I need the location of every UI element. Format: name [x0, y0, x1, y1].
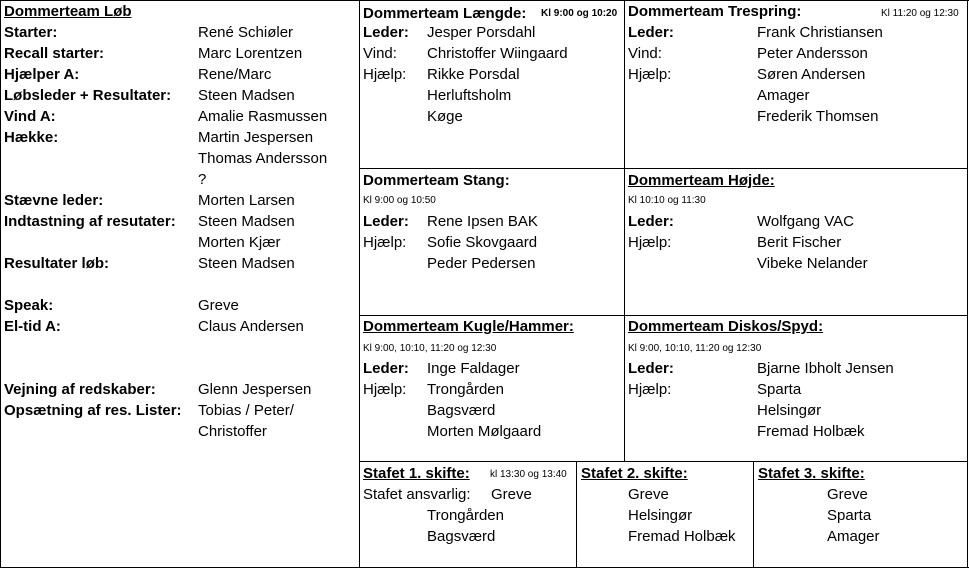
trespring-hjaelp-label: Hjælp: [628, 66, 672, 83]
hojde-hjaelp-label: Hjælp: [628, 234, 672, 251]
diskos-hjaelp-3: Fremad Holbæk [757, 423, 865, 440]
lob-value-starter: René Schiøler [198, 24, 294, 41]
stafet1-team-1: Greve [491, 486, 532, 503]
trespring-vind: Peter Andersson [757, 45, 868, 62]
lob-label-indtastning: Indtastning af resutater: [4, 213, 176, 230]
kugle-hjaelp-2: Bagsværd [427, 402, 496, 419]
kugle-hjaelp-3: Morten Mølgaard [427, 423, 542, 440]
lob-label-recall-starter: Recall starter: [4, 45, 105, 62]
stafet3-team-3: Amager [827, 528, 880, 545]
border-bottom [0, 567, 969, 568]
laengde-time: Kl 9:00 og 10:20 [541, 8, 618, 19]
trespring-hjaelp-3: Frederik Thomsen [757, 108, 879, 125]
stang-hjaelp-2: Peder Pedersen [427, 255, 536, 272]
laengde-vind: Christoffer Wiingaard [427, 45, 568, 62]
hojde-leder-label: Leder: [628, 213, 674, 230]
lob-label-lobsleder: Løbsleder + Resultater: [4, 87, 172, 104]
laengde-vind-label: Vind: [363, 45, 397, 62]
stang-time: Kl 9:00 og 10:50 [363, 195, 436, 206]
stafet2-team-2: Helsingør [628, 507, 693, 524]
stang-title: Dommerteam Stang: [363, 172, 510, 189]
lob-value-hjaelper-a: Rene/Marc [198, 66, 272, 83]
lob-value-opsaetning-1: Tobias / Peter/ [198, 402, 294, 419]
diskos-hjaelp-label: Hjælp: [628, 381, 672, 398]
lob-value-indtastning-2: Morten Kjær [198, 234, 281, 251]
lob-label-staevne-leder: Stævne leder: [4, 192, 104, 209]
border-top [0, 0, 969, 1]
laengde-hjaelp-1: Rikke Porsdal [427, 66, 520, 83]
lob-value-speak: Greve [198, 297, 239, 314]
lob-label-speak: Speak: [4, 297, 54, 314]
lob-value-staevne-leder: Morten Larsen [198, 192, 295, 209]
lob-label-el-tid: El-tid A: [4, 318, 61, 335]
trespring-time: Kl 11:20 og 12:30 [881, 8, 959, 19]
laengde-leder: Jesper Porsdahl [427, 24, 536, 41]
diskos-hjaelp-1: Sparta [757, 381, 802, 398]
lob-value-haekke-2: Thomas Andersson [198, 150, 328, 167]
border-right [967, 0, 968, 568]
kugle-title: Dommerteam Kugle/Hammer: [363, 318, 574, 335]
lob-label-resultater-lob: Resultater løb: [4, 255, 110, 272]
trespring-title: Dommerteam Trespring: [628, 3, 802, 20]
diskos-leder: Bjarne Ibholt Jensen [757, 360, 894, 377]
kugle-leder: Inge Faldager [427, 360, 520, 377]
stafet1-ansvarlig-label: Stafet ansvarlig: [363, 486, 471, 503]
laengde-hjaelp-label: Hjælp: [363, 66, 407, 83]
lob-value-haekke-3: ? [198, 171, 207, 188]
divider-mid-vertical [624, 0, 625, 462]
stafet1-time: kl 13:30 og 13:40 [490, 469, 567, 480]
lob-value-vind-a: Amalie Rasmussen [198, 108, 328, 125]
lob-label-starter: Starter: [4, 24, 58, 41]
diskos-title: Dommerteam Diskos/Spyd: [628, 318, 824, 335]
kugle-hjaelp-label: Hjælp: [363, 381, 407, 398]
stafet1-team-2: Trongården [427, 507, 504, 524]
stang-leder-label: Leder: [363, 213, 409, 230]
kugle-hjaelp-1: Trongården [427, 381, 504, 398]
hojde-time: Kl 10:10 og 11:30 [628, 195, 706, 206]
hojde-title: Dommerteam Højde: [628, 172, 775, 189]
stang-hjaelp-1: Sofie Skovgaard [427, 234, 538, 251]
divider-main-vertical [359, 0, 360, 568]
trespring-leder-label: Leder: [628, 24, 674, 41]
trespring-vind-label: Vind: [628, 45, 662, 62]
stang-leder: Rene Ipsen BAK [427, 213, 538, 230]
lob-value-vejning: Glenn Jespersen [198, 381, 312, 398]
trespring-leder: Frank Christiansen [757, 24, 883, 41]
diskos-leder-label: Leder: [628, 360, 674, 377]
lob-value-haekke-1: Martin Jespersen [198, 129, 314, 146]
stafet1-team-3: Bagsværd [427, 528, 496, 545]
laengde-hjaelp-2: Herluftsholm [427, 87, 512, 104]
stafet2-team-1: Greve [628, 486, 669, 503]
diskos-time: Kl 9:00, 10:10, 11:20 og 12:30 [628, 343, 762, 354]
laengde-leder-label: Leder: [363, 24, 409, 41]
lob-value-el-tid: Claus Andersen [198, 318, 304, 335]
lob-value-lobsleder: Steen Madsen [198, 87, 295, 104]
border-left [0, 0, 1, 568]
kugle-leder-label: Leder: [363, 360, 409, 377]
stafet1-title: Stafet 1. skifte: [363, 465, 470, 482]
stafet2-title: Stafet 2. skifte: [581, 465, 688, 482]
stafet3-team-1: Greve [827, 486, 868, 503]
divider-row-3 [359, 461, 968, 462]
lob-label-opsaetning: Opsætning af res. Lister: [4, 402, 182, 419]
laengde-title: Dommerteam Længde: [363, 5, 527, 22]
trespring-hjaelp-2: Amager [757, 87, 810, 104]
lob-title: Dommerteam Løb [4, 3, 132, 20]
stafet3-title: Stafet 3. skifte: [758, 465, 865, 482]
kugle-time: Kl 9:00, 10:10, 11:20 og 12:30 [363, 343, 497, 354]
stang-hjaelp-label: Hjælp: [363, 234, 407, 251]
trespring-hjaelp-1: Søren Andersen [757, 66, 866, 83]
diskos-hjaelp-2: Helsingør [757, 402, 822, 419]
laengde-hjaelp-3: Køge [427, 108, 463, 125]
divider-stafet-2 [753, 461, 754, 568]
lob-label-hjaelper-a: Hjælper A: [4, 66, 80, 83]
lob-label-haekke: Hække: [4, 129, 59, 146]
divider-row-1 [359, 168, 968, 169]
lob-value-indtastning-1: Steen Madsen [198, 213, 295, 230]
lob-value-resultater-lob: Steen Madsen [198, 255, 295, 272]
lob-value-recall-starter: Marc Lorentzen [198, 45, 303, 62]
stafet3-team-2: Sparta [827, 507, 872, 524]
hojde-hjaelp-1: Berit Fischer [757, 234, 842, 251]
divider-stafet-1 [576, 461, 577, 568]
hojde-hjaelp-2: Vibeke Nelander [757, 255, 868, 272]
stafet2-team-3: Fremad Holbæk [628, 528, 736, 545]
hojde-leder: Wolfgang VAC [757, 213, 854, 230]
lob-label-vejning: Vejning af redskaber: [4, 381, 156, 398]
lob-label-vind-a: Vind A: [4, 108, 56, 125]
lob-value-opsaetning-2: Christoffer [198, 423, 267, 440]
